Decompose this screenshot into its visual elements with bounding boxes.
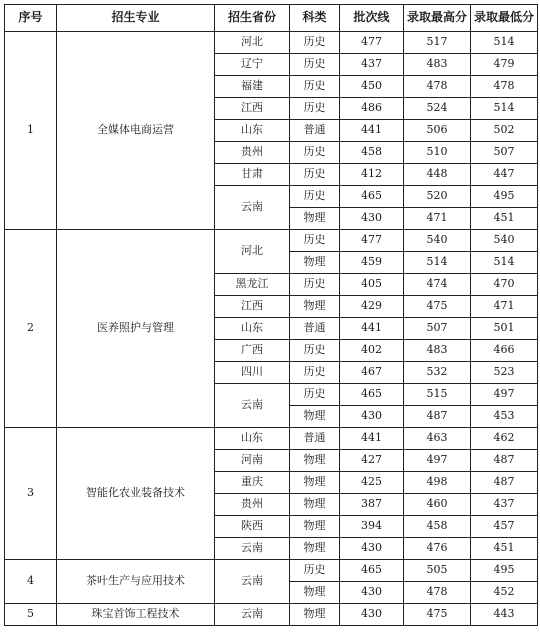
cell-max-score: 458 <box>404 516 471 538</box>
cell-batch-line: 458 <box>340 142 404 164</box>
cell-max-score: 515 <box>404 384 471 406</box>
cell-max-score: 507 <box>404 318 471 340</box>
header-subject: 科类 <box>290 5 340 32</box>
cell-max-score: 506 <box>404 120 471 142</box>
cell-batch-line: 467 <box>340 362 404 384</box>
cell-subject: 历史 <box>290 32 340 54</box>
cell-max-score: 475 <box>404 296 471 318</box>
cell-batch-line: 402 <box>340 340 404 362</box>
cell-subject: 物理 <box>290 296 340 318</box>
cell-max-score: 476 <box>404 538 471 560</box>
cell-min-score: 443 <box>471 604 538 626</box>
cell-max-score: 483 <box>404 54 471 76</box>
cell-batch-line: 425 <box>340 472 404 494</box>
cell-min-score: 495 <box>471 186 538 208</box>
cell-province: 云南 <box>215 560 290 604</box>
cell-subject: 物理 <box>290 604 340 626</box>
cell-subject: 普通 <box>290 318 340 340</box>
table-row <box>5 428 538 450</box>
table-row <box>5 32 538 54</box>
cell-max-score: 524 <box>404 98 471 120</box>
header-max-score: 录取最高分 <box>404 5 471 32</box>
cell-min-score: 514 <box>471 32 538 54</box>
cell-batch-line: 430 <box>340 582 404 604</box>
cell-batch-line: 477 <box>340 230 404 252</box>
cell-province: 河北 <box>215 32 290 54</box>
cell-max-score: 475 <box>404 604 471 626</box>
cell-subject: 历史 <box>290 560 340 582</box>
cell-province: 广西 <box>215 340 290 362</box>
cell-province: 山东 <box>215 318 290 340</box>
cell-subject: 物理 <box>290 450 340 472</box>
cell-province: 贵州 <box>215 142 290 164</box>
cell-batch-line: 465 <box>340 186 404 208</box>
admission-table-container <box>4 4 538 626</box>
header-major: 招生专业 <box>57 5 215 32</box>
table-row <box>5 230 538 252</box>
cell-subject: 历史 <box>290 274 340 296</box>
cell-major: 茶叶生产与应用技术 <box>57 560 215 604</box>
cell-batch-line: 430 <box>340 604 404 626</box>
cell-batch-line: 437 <box>340 54 404 76</box>
cell-subject: 物理 <box>290 582 340 604</box>
cell-min-score: 514 <box>471 98 538 120</box>
cell-subject: 物理 <box>290 406 340 428</box>
cell-min-score: 451 <box>471 208 538 230</box>
cell-major: 全媒体电商运营 <box>57 32 215 230</box>
cell-max-score: 474 <box>404 274 471 296</box>
cell-batch-line: 394 <box>340 516 404 538</box>
cell-batch-line: 429 <box>340 296 404 318</box>
cell-province: 云南 <box>215 186 290 230</box>
cell-min-score: 451 <box>471 538 538 560</box>
cell-province: 山东 <box>215 120 290 142</box>
cell-subject: 物理 <box>290 208 340 230</box>
cell-batch-line: 427 <box>340 450 404 472</box>
cell-province: 云南 <box>215 384 290 428</box>
cell-subject: 物理 <box>290 516 340 538</box>
cell-batch-line: 441 <box>340 318 404 340</box>
cell-max-score: 478 <box>404 76 471 98</box>
cell-province: 江西 <box>215 98 290 120</box>
cell-max-score: 478 <box>404 582 471 604</box>
header-seq: 序号 <box>5 5 57 32</box>
cell-max-score: 498 <box>404 472 471 494</box>
cell-seq: 5 <box>5 604 57 626</box>
cell-min-score: 478 <box>471 76 538 98</box>
cell-min-score: 452 <box>471 582 538 604</box>
cell-subject: 历史 <box>290 384 340 406</box>
cell-province: 河北 <box>215 230 290 274</box>
table-body <box>5 32 538 626</box>
cell-min-score: 487 <box>471 472 538 494</box>
cell-batch-line: 387 <box>340 494 404 516</box>
cell-min-score: 462 <box>471 428 538 450</box>
cell-subject: 历史 <box>290 164 340 186</box>
cell-major: 医养照护与管理 <box>57 230 215 428</box>
header-min-score: 录取最低分 <box>471 5 538 32</box>
cell-subject: 历史 <box>290 98 340 120</box>
cell-min-score: 471 <box>471 296 538 318</box>
cell-min-score: 479 <box>471 54 538 76</box>
cell-max-score: 532 <box>404 362 471 384</box>
cell-subject: 普通 <box>290 428 340 450</box>
cell-min-score: 501 <box>471 318 538 340</box>
cell-max-score: 517 <box>404 32 471 54</box>
cell-province: 陕西 <box>215 516 290 538</box>
cell-seq: 4 <box>5 560 57 604</box>
cell-subject: 普通 <box>290 120 340 142</box>
cell-subject: 物理 <box>290 538 340 560</box>
cell-max-score: 540 <box>404 230 471 252</box>
cell-subject: 历史 <box>290 76 340 98</box>
cell-subject: 物理 <box>290 472 340 494</box>
cell-province: 云南 <box>215 538 290 560</box>
cell-max-score: 483 <box>404 340 471 362</box>
cell-major: 珠宝首饰工程技术 <box>57 604 215 626</box>
cell-batch-line: 430 <box>340 208 404 230</box>
cell-batch-line: 477 <box>340 32 404 54</box>
header-row <box>5 5 538 32</box>
cell-max-score: 514 <box>404 252 471 274</box>
cell-batch-line: 465 <box>340 384 404 406</box>
cell-min-score: 507 <box>471 142 538 164</box>
cell-province: 辽宁 <box>215 54 290 76</box>
cell-batch-line: 441 <box>340 120 404 142</box>
cell-province: 四川 <box>215 362 290 384</box>
cell-min-score: 540 <box>471 230 538 252</box>
cell-min-score: 453 <box>471 406 538 428</box>
cell-province: 云南 <box>215 604 290 626</box>
cell-max-score: 471 <box>404 208 471 230</box>
cell-min-score: 457 <box>471 516 538 538</box>
cell-subject: 历史 <box>290 362 340 384</box>
cell-major: 智能化农业装备技术 <box>57 428 215 560</box>
header-province: 招生省份 <box>215 5 290 32</box>
cell-province: 黑龙江 <box>215 274 290 296</box>
cell-min-score: 497 <box>471 384 538 406</box>
cell-min-score: 470 <box>471 274 538 296</box>
cell-batch-line: 486 <box>340 98 404 120</box>
cell-batch-line: 405 <box>340 274 404 296</box>
cell-province: 贵州 <box>215 494 290 516</box>
cell-batch-line: 459 <box>340 252 404 274</box>
cell-min-score: 466 <box>471 340 538 362</box>
cell-seq: 2 <box>5 230 57 428</box>
cell-max-score: 463 <box>404 428 471 450</box>
cell-batch-line: 465 <box>340 560 404 582</box>
cell-batch-line: 450 <box>340 76 404 98</box>
cell-subject: 物理 <box>290 494 340 516</box>
cell-max-score: 448 <box>404 164 471 186</box>
cell-province: 江西 <box>215 296 290 318</box>
cell-province: 河南 <box>215 450 290 472</box>
cell-seq: 1 <box>5 32 57 230</box>
cell-batch-line: 430 <box>340 538 404 560</box>
cell-max-score: 505 <box>404 560 471 582</box>
cell-min-score: 447 <box>471 164 538 186</box>
cell-province: 重庆 <box>215 472 290 494</box>
cell-province: 福建 <box>215 76 290 98</box>
cell-subject: 历史 <box>290 54 340 76</box>
cell-min-score: 487 <box>471 450 538 472</box>
cell-subject: 历史 <box>290 142 340 164</box>
table-row <box>5 604 538 626</box>
cell-subject: 历史 <box>290 340 340 362</box>
cell-max-score: 487 <box>404 406 471 428</box>
cell-seq: 3 <box>5 428 57 560</box>
cell-subject: 历史 <box>290 186 340 208</box>
cell-min-score: 523 <box>471 362 538 384</box>
cell-province: 山东 <box>215 428 290 450</box>
cell-subject: 历史 <box>290 230 340 252</box>
cell-max-score: 510 <box>404 142 471 164</box>
cell-max-score: 460 <box>404 494 471 516</box>
cell-batch-line: 441 <box>340 428 404 450</box>
cell-min-score: 514 <box>471 252 538 274</box>
cell-min-score: 502 <box>471 120 538 142</box>
cell-province: 甘肃 <box>215 164 290 186</box>
cell-min-score: 437 <box>471 494 538 516</box>
cell-min-score: 495 <box>471 560 538 582</box>
cell-subject: 物理 <box>290 252 340 274</box>
admission-scores-table <box>4 4 538 626</box>
cell-batch-line: 412 <box>340 164 404 186</box>
header-batch-line: 批次线 <box>340 5 404 32</box>
cell-max-score: 520 <box>404 186 471 208</box>
table-row <box>5 560 538 582</box>
cell-batch-line: 430 <box>340 406 404 428</box>
cell-max-score: 497 <box>404 450 471 472</box>
